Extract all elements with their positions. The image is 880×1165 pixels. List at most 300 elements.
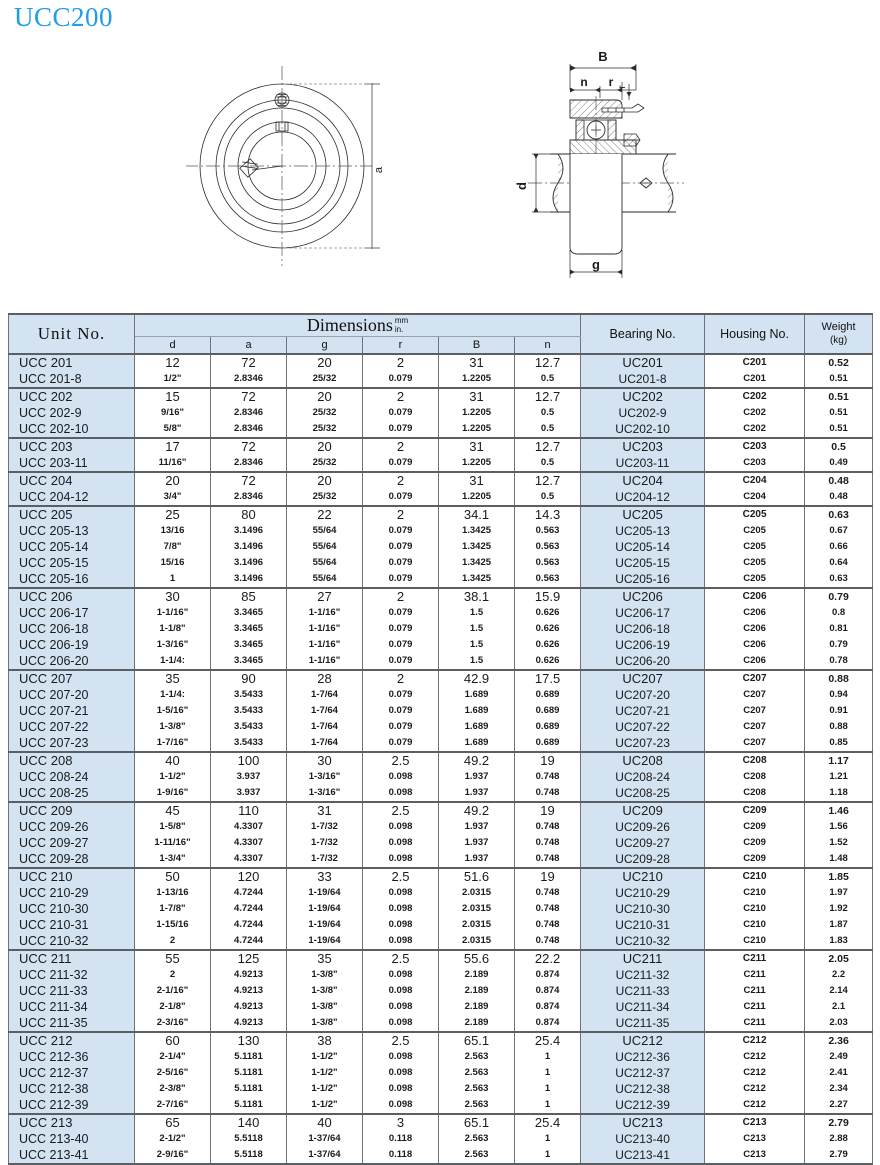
cell-housing-no: C211 — [705, 983, 805, 999]
cell-dim-g: 1-7/64 — [287, 703, 363, 719]
cell-weight: 2.27 — [805, 1097, 873, 1114]
cell-dim-r: 0.079 — [363, 735, 439, 752]
cell-bearing-no: UC206-19 — [581, 637, 705, 653]
cell-dim-r: 0.098 — [363, 769, 439, 785]
cell-dim-n: 0.626 — [515, 605, 581, 621]
cell-dim-d: 2-7/16" — [135, 1097, 211, 1114]
cell-dim-g: 55/64 — [287, 523, 363, 539]
cell-bearing-no: UC203 — [581, 438, 705, 455]
cell-housing-no: C207 — [705, 735, 805, 752]
table-row — [9, 983, 873, 999]
table-row — [9, 851, 873, 868]
cell-dim-r: 0.098 — [363, 999, 439, 1015]
cell-dim-r: 0.098 — [363, 967, 439, 983]
cell-weight: 0.94 — [805, 687, 873, 703]
cell-dim-d: 2 — [135, 967, 211, 983]
cell-housing-no: C211 — [705, 999, 805, 1015]
cell-dim-n: 0.563 — [515, 523, 581, 539]
cell-bearing-no: UC205-15 — [581, 555, 705, 571]
cell-housing-no: C202 — [705, 388, 805, 405]
cell-dim-a: 4.3307 — [211, 851, 287, 868]
table-row — [9, 438, 873, 455]
table-row — [9, 472, 873, 489]
table-row — [9, 802, 873, 819]
cell-unit-no: UCC 211-33 — [9, 983, 135, 999]
table-row — [9, 455, 873, 472]
cell-dim-g: 1-3/16" — [287, 769, 363, 785]
cell-dim-g: 1-3/8" — [287, 967, 363, 983]
cell-unit-no: UCC 210-31 — [9, 917, 135, 933]
cell-dim-g: 1-1/16" — [287, 653, 363, 670]
cell-unit-no: UCC 201 — [9, 354, 135, 371]
cell-dim-g: 40 — [287, 1114, 363, 1131]
cell-dim-B: 1.5 — [439, 653, 515, 670]
table-row — [9, 835, 873, 851]
cell-dim-a: 4.9213 — [211, 967, 287, 983]
cell-unit-no: UCC 213-40 — [9, 1131, 135, 1147]
cell-dim-d: 1 — [135, 571, 211, 588]
cell-bearing-no: UC207-20 — [581, 687, 705, 703]
cell-dim-a: 3.3465 — [211, 653, 287, 670]
cell-bearing-no: UC211-32 — [581, 967, 705, 983]
cell-dim-B: 1.2205 — [439, 455, 515, 472]
cell-dim-n: 0.748 — [515, 769, 581, 785]
cell-unit-no: UCC 208-24 — [9, 769, 135, 785]
cell-dim-g: 1-3/16" — [287, 785, 363, 802]
table-row — [9, 1015, 873, 1032]
cell-weight: 1.85 — [805, 868, 873, 885]
cell-housing-no: C204 — [705, 489, 805, 506]
cell-dim-a: 2.8346 — [211, 371, 287, 388]
cell-unit-no: UCC 207 — [9, 670, 135, 687]
cell-dim-B: 65.1 — [439, 1114, 515, 1131]
cell-dim-g: 1-1/16" — [287, 637, 363, 653]
cell-housing-no: C208 — [705, 769, 805, 785]
cell-unit-no: UCC 211-32 — [9, 967, 135, 983]
cell-unit-no: UCC 202-10 — [9, 421, 135, 438]
header-sub-g: g — [287, 337, 363, 355]
cell-dim-B: 42.9 — [439, 670, 515, 687]
cell-housing-no: C211 — [705, 967, 805, 983]
cell-dim-r: 3 — [363, 1114, 439, 1131]
cell-housing-no: C210 — [705, 917, 805, 933]
cell-dim-n: 0.748 — [515, 885, 581, 901]
cell-housing-no: C203 — [705, 438, 805, 455]
cell-dim-r: 2 — [363, 506, 439, 523]
cell-weight: 2.49 — [805, 1049, 873, 1065]
cell-weight: 2.79 — [805, 1147, 873, 1164]
cell-dim-a: 4.3307 — [211, 835, 287, 851]
cell-dim-d: 3/4" — [135, 489, 211, 506]
cell-housing-no: C209 — [705, 819, 805, 835]
cell-dim-d: 2-3/16" — [135, 1015, 211, 1032]
cell-housing-no: C210 — [705, 885, 805, 901]
cell-dim-B: 31 — [439, 354, 515, 371]
cell-unit-no: UCC 210-29 — [9, 885, 135, 901]
cell-dim-a: 3.5433 — [211, 719, 287, 735]
cell-dim-B: 1.5 — [439, 637, 515, 653]
cell-dim-r: 0.079 — [363, 653, 439, 670]
cell-housing-no: C208 — [705, 785, 805, 802]
header-weight — [805, 314, 873, 354]
cell-dim-g: 25/32 — [287, 421, 363, 438]
cell-dim-d: 20 — [135, 472, 211, 489]
cell-dim-r: 0.079 — [363, 455, 439, 472]
cell-dim-B: 2.189 — [439, 999, 515, 1015]
cell-bearing-no: UC205-13 — [581, 523, 705, 539]
cell-bearing-no: UC203-11 — [581, 455, 705, 472]
cell-dim-g: 25/32 — [287, 371, 363, 388]
cell-dim-n: 1 — [515, 1147, 581, 1164]
cell-dim-n: 0.626 — [515, 637, 581, 653]
cell-dim-B: 1.937 — [439, 819, 515, 835]
cell-bearing-no: UC201 — [581, 354, 705, 371]
cell-dim-n: 22.2 — [515, 950, 581, 967]
cell-dim-g: 30 — [287, 752, 363, 769]
cell-dim-r: 0.098 — [363, 917, 439, 933]
cross-section-drawing — [498, 42, 828, 292]
cell-housing-no: C206 — [705, 605, 805, 621]
cell-dim-r: 0.079 — [363, 719, 439, 735]
cell-dim-g: 25/32 — [287, 489, 363, 506]
cell-dim-B: 2.563 — [439, 1049, 515, 1065]
cell-dim-n: 1 — [515, 1081, 581, 1097]
cell-unit-no: UCC 212-39 — [9, 1097, 135, 1114]
cell-weight: 0.88 — [805, 670, 873, 687]
cell-weight: 0.63 — [805, 506, 873, 523]
cell-housing-no: C207 — [705, 703, 805, 719]
table-row — [9, 950, 873, 967]
cell-dim-n: 0.689 — [515, 735, 581, 752]
table-row — [9, 901, 873, 917]
cell-dim-d: 1-1/8" — [135, 621, 211, 637]
cell-dim-a: 5.1181 — [211, 1049, 287, 1065]
cell-unit-no: UCC 211-35 — [9, 1015, 135, 1032]
cell-dim-r: 0.098 — [363, 785, 439, 802]
cell-dim-r: 0.098 — [363, 983, 439, 999]
cell-dim-r: 0.098 — [363, 819, 439, 835]
cell-dim-r: 0.079 — [363, 489, 439, 506]
cell-dim-n: 12.7 — [515, 472, 581, 489]
cell-dim-g: 1-7/64 — [287, 719, 363, 735]
cell-dim-n: 0.748 — [515, 835, 581, 851]
cell-dim-B: 2.189 — [439, 1015, 515, 1032]
cell-dim-a: 72 — [211, 354, 287, 371]
cell-dim-g: 1-19/64 — [287, 933, 363, 950]
cell-dim-B: 2.563 — [439, 1131, 515, 1147]
cell-weight: 1.92 — [805, 901, 873, 917]
cell-bearing-no: UC202-10 — [581, 421, 705, 438]
cell-bearing-no: UC212-39 — [581, 1097, 705, 1114]
cell-unit-no: UCC 203 — [9, 438, 135, 455]
table-row — [9, 506, 873, 523]
cell-dim-B: 34.1 — [439, 506, 515, 523]
cell-dim-r: 0.098 — [363, 1065, 439, 1081]
cell-dim-r: 2.5 — [363, 802, 439, 819]
cell-dim-n: 1 — [515, 1065, 581, 1081]
cell-weight: 2.1 — [805, 999, 873, 1015]
cell-dim-B: 1.2205 — [439, 489, 515, 506]
cell-dim-d: 40 — [135, 752, 211, 769]
table-row — [9, 571, 873, 588]
cell-unit-no: UCC 212-38 — [9, 1081, 135, 1097]
cell-dim-g: 28 — [287, 670, 363, 687]
cell-weight: 2.34 — [805, 1081, 873, 1097]
cell-dim-g: 20 — [287, 388, 363, 405]
cell-housing-no: C212 — [705, 1032, 805, 1049]
table-row — [9, 885, 873, 901]
cell-dim-r: 2 — [363, 354, 439, 371]
table-row — [9, 539, 873, 555]
cell-housing-no: C209 — [705, 835, 805, 851]
cell-dim-a: 3.1496 — [211, 555, 287, 571]
cell-dim-B: 31 — [439, 438, 515, 455]
cell-dim-n: 0.874 — [515, 967, 581, 983]
header-sub-a: a — [211, 337, 287, 355]
cell-dim-d: 1-1/4: — [135, 653, 211, 670]
table-row — [9, 555, 873, 571]
cell-dim-d: 25 — [135, 506, 211, 523]
cell-dim-r: 0.098 — [363, 1049, 439, 1065]
table-row — [9, 933, 873, 950]
cell-dim-a: 80 — [211, 506, 287, 523]
header-sub-B: B — [439, 337, 515, 355]
cell-bearing-no: UC207-22 — [581, 719, 705, 735]
table-row — [9, 735, 873, 752]
cell-dim-d: 1-13/16 — [135, 885, 211, 901]
cell-housing-no: C212 — [705, 1097, 805, 1114]
cell-unit-no: UCC 205 — [9, 506, 135, 523]
cell-weight: 1.52 — [805, 835, 873, 851]
cell-dim-a: 3.5433 — [211, 735, 287, 752]
cell-dim-B: 1.2205 — [439, 371, 515, 388]
specification-table-wrap — [8, 313, 872, 1165]
cell-dim-d: 2-1/2" — [135, 1131, 211, 1147]
table-row — [9, 605, 873, 621]
cell-dim-g: 55/64 — [287, 539, 363, 555]
cell-dim-a: 3.3465 — [211, 637, 287, 653]
header-dimensions-units — [395, 317, 408, 334]
cell-dim-r: 0.079 — [363, 637, 439, 653]
cell-bearing-no: UC210-29 — [581, 885, 705, 901]
cell-dim-r: 0.079 — [363, 703, 439, 719]
cell-dim-B: 65.1 — [439, 1032, 515, 1049]
cell-dim-n: 0.748 — [515, 851, 581, 868]
dimension-label-r: r — [608, 75, 614, 89]
cell-dim-g: 25/32 — [287, 405, 363, 421]
cell-bearing-no: UC212-37 — [581, 1065, 705, 1081]
cell-housing-no: C210 — [705, 933, 805, 950]
cell-dim-B: 1.3425 — [439, 571, 515, 588]
cell-dim-n: 19 — [515, 752, 581, 769]
cell-dim-r: 0.079 — [363, 371, 439, 388]
cell-bearing-no: UC211-33 — [581, 983, 705, 999]
front-view-drawing — [186, 58, 426, 288]
cell-unit-no: UCC 209-27 — [9, 835, 135, 851]
cell-housing-no: C207 — [705, 719, 805, 735]
cell-dim-r: 0.079 — [363, 421, 439, 438]
cell-dim-B: 2.189 — [439, 967, 515, 983]
cell-weight: 1.56 — [805, 819, 873, 835]
cell-dim-r: 2.5 — [363, 752, 439, 769]
table-row — [9, 421, 873, 438]
table-row — [9, 1032, 873, 1049]
set-screw-section — [624, 134, 640, 146]
cell-bearing-no: UC209-27 — [581, 835, 705, 851]
cell-bearing-no: UC204-12 — [581, 489, 705, 506]
cell-dim-B: 31 — [439, 388, 515, 405]
cell-weight: 1.83 — [805, 933, 873, 950]
cell-dim-B: 31 — [439, 472, 515, 489]
cell-dim-a: 2.8346 — [211, 489, 287, 506]
cell-dim-g: 33 — [287, 868, 363, 885]
cell-unit-no: UCC 209 — [9, 802, 135, 819]
header-sub-r: r — [363, 337, 439, 355]
cell-unit-no: UCC 213-41 — [9, 1147, 135, 1164]
cell-dim-g: 1-3/8" — [287, 1015, 363, 1032]
cell-dim-n: 0.874 — [515, 1015, 581, 1032]
cell-bearing-no: UC210-31 — [581, 917, 705, 933]
cell-dim-n: 0.5 — [515, 489, 581, 506]
table-row — [9, 999, 873, 1015]
cell-dim-g: 1-7/32 — [287, 819, 363, 835]
cell-housing-no: C211 — [705, 950, 805, 967]
cell-bearing-no: UC211-35 — [581, 1015, 705, 1032]
cell-dim-d: 17 — [135, 438, 211, 455]
collar-section — [570, 154, 622, 254]
cell-dim-a: 3.1496 — [211, 539, 287, 555]
cell-dim-B: 2.0315 — [439, 933, 515, 950]
cell-bearing-no: UC211-34 — [581, 999, 705, 1015]
cell-bearing-no: UC202-9 — [581, 405, 705, 421]
cell-dim-d: 2-1/4" — [135, 1049, 211, 1065]
cell-dim-d: 1-1/16" — [135, 605, 211, 621]
cell-housing-no: C213 — [705, 1147, 805, 1164]
cell-dim-g: 1-1/2" — [287, 1081, 363, 1097]
cell-dim-B: 2.0315 — [439, 917, 515, 933]
cell-dim-r: 0.118 — [363, 1147, 439, 1164]
cell-dim-a: 4.9213 — [211, 1015, 287, 1032]
cell-dim-n: 12.7 — [515, 388, 581, 405]
cell-unit-no: UCC 205-14 — [9, 539, 135, 555]
cell-dim-a: 72 — [211, 438, 287, 455]
cell-dim-B: 2.563 — [439, 1097, 515, 1114]
cell-weight: 0.67 — [805, 523, 873, 539]
cell-dim-r: 0.079 — [363, 687, 439, 703]
cell-bearing-no: UC205 — [581, 506, 705, 523]
cell-housing-no: C213 — [705, 1114, 805, 1131]
cell-bearing-no: UC206 — [581, 588, 705, 605]
cell-dim-n: 15.9 — [515, 588, 581, 605]
table-row — [9, 388, 873, 405]
cell-bearing-no: UC209-26 — [581, 819, 705, 835]
cross-section-svg — [498, 42, 828, 292]
table-row — [9, 588, 873, 605]
cell-bearing-no: UC212 — [581, 1032, 705, 1049]
table-row — [9, 1097, 873, 1114]
table-row — [9, 489, 873, 506]
cell-dim-n: 0.748 — [515, 785, 581, 802]
dimension-label-B: B — [598, 49, 608, 64]
cell-dim-B: 1.3425 — [439, 539, 515, 555]
cell-dim-B: 1.937 — [439, 769, 515, 785]
cell-dim-d: 5/8" — [135, 421, 211, 438]
cell-dim-r: 0.098 — [363, 1081, 439, 1097]
cell-unit-no: UCC 206-19 — [9, 637, 135, 653]
cell-dim-B: 38.1 — [439, 588, 515, 605]
cell-dim-a: 5.1181 — [211, 1081, 287, 1097]
cell-bearing-no: UC207-21 — [581, 703, 705, 719]
cell-unit-no: UCC 212-37 — [9, 1065, 135, 1081]
cell-unit-no: UCC 201-8 — [9, 371, 135, 388]
cell-housing-no: C205 — [705, 506, 805, 523]
cell-dim-g: 1-3/8" — [287, 983, 363, 999]
cell-weight: 0.48 — [805, 489, 873, 506]
table-row — [9, 687, 873, 703]
cell-dim-n: 1 — [515, 1049, 581, 1065]
cell-dim-a: 3.5433 — [211, 703, 287, 719]
cell-dim-n: 12.7 — [515, 438, 581, 455]
cell-dim-d: 12 — [135, 354, 211, 371]
cell-dim-a: 4.7244 — [211, 885, 287, 901]
table-row — [9, 371, 873, 388]
cell-bearing-no: UC202 — [581, 388, 705, 405]
cell-dim-d: 13/16 — [135, 523, 211, 539]
cell-dim-d: 2-1/8" — [135, 999, 211, 1015]
cell-dim-B: 1.937 — [439, 851, 515, 868]
cell-unit-no: UCC 207-21 — [9, 703, 135, 719]
table-row — [9, 523, 873, 539]
cell-unit-no: UCC 213 — [9, 1114, 135, 1131]
cell-dim-n: 0.748 — [515, 819, 581, 835]
cell-dim-g: 1-19/64 — [287, 917, 363, 933]
cell-dim-g: 31 — [287, 802, 363, 819]
cell-dim-g: 27 — [287, 588, 363, 605]
cell-bearing-no: UC210 — [581, 868, 705, 885]
cell-weight: 2.14 — [805, 983, 873, 999]
cell-dim-d: 1-3/16" — [135, 637, 211, 653]
cell-housing-no: C205 — [705, 555, 805, 571]
cell-dim-d: 1-9/16" — [135, 785, 211, 802]
dimension-label-g: g — [592, 257, 600, 272]
cell-dim-B: 1.5 — [439, 605, 515, 621]
header-dimensions-label: Dimensions — [306, 315, 393, 335]
cell-weight: 2.03 — [805, 1015, 873, 1032]
page-title: UCC200 — [14, 2, 114, 32]
cell-unit-no: UCC 211 — [9, 950, 135, 967]
cell-housing-no: C209 — [705, 802, 805, 819]
cell-dim-B: 1.937 — [439, 785, 515, 802]
table-row — [9, 769, 873, 785]
cell-dim-r: 2 — [363, 472, 439, 489]
cell-unit-no: UCC 206-17 — [9, 605, 135, 621]
cell-dim-d: 1-1/4: — [135, 687, 211, 703]
cell-unit-no: UCC 205-15 — [9, 555, 135, 571]
cell-weight: 1.97 — [805, 885, 873, 901]
dimension-label-r2: r — [617, 85, 628, 89]
cell-dim-d: 1-5/16" — [135, 703, 211, 719]
cell-dim-a: 72 — [211, 472, 287, 489]
table-row — [9, 752, 873, 769]
cell-housing-no: C206 — [705, 637, 805, 653]
cell-dim-r: 2.5 — [363, 950, 439, 967]
cell-dim-n: 0.5 — [515, 371, 581, 388]
cell-weight: 0.8 — [805, 605, 873, 621]
cell-housing-no: C203 — [705, 455, 805, 472]
cell-housing-no: C202 — [705, 421, 805, 438]
cell-weight: 1.21 — [805, 769, 873, 785]
cell-dim-r: 0.098 — [363, 1015, 439, 1032]
